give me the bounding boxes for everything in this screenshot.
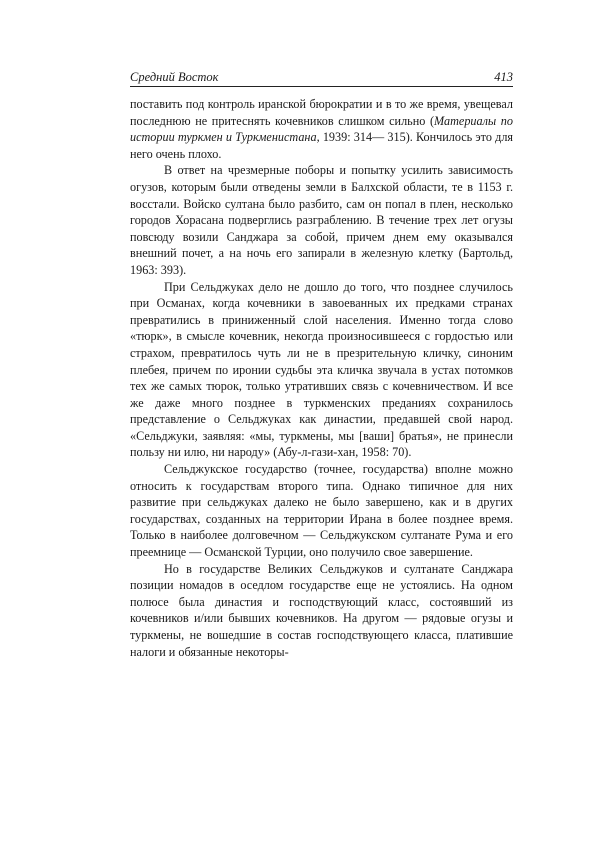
paragraph-1 [130, 96, 513, 162]
paragraph-1-end: 1939: 314— 315). Кончилось это для него очень плохо. [130, 130, 514, 161]
paragraph-4: Сельджукское государство (точнее, государства) вполне можно относить к государствам второго типа. Однако типичное для них развитие при сельджуках далеко не было завершено, как и в других государствах, созданных на территории Ирана в более позднее время. Только в наиболее долговечном — Сельджукском султанате Рума и его преемнице — Османской Турции, оно получило свое завершение. [130, 462, 513, 560]
running-header-title: Средний Восток [130, 70, 219, 84]
page-number: 413 [494, 70, 513, 84]
paragraph-2: В ответ на чрезмерные поборы и попытку усилить зависимость огузов, которым были отведены земли в Балхской области, те в 1153 г. восстали. Войско султана было разбито, сам он попал в плен, несколько городов Хорасана подверглись разграблению. В течение трех лет огузы повсюду возили Санджара за собой, причем днем ему оказывался внешний почет, а на ночь его запирали в железную клетку (Бартольд, 1963: 393). [130, 163, 513, 277]
paragraph-3: При Сельджуках дело не дошло до того, что позднее случилось при Османах, когда кочевники в завоеванных их предками странах превратились в приниженный слой населения. Именно тогда слово «тюрк», в смысле кочевник, некогда произносившееся с гордостью или страхом, превратилось чуть ли не в презрительную кличку, синоним плебея, причем по иронии судьбы эта кличка звучала в устах потомков тех же самых тюрок, только утративших связь с кочевничеством. И все же даже много позднее в туркменских преданиях сохранилось представление о Сельджуках как династии, предавшей свой народ. «Сельджуки, заявляя: «мы, туркмены, мы [ваши] братья», не принесли пользу ни илю, ни народу» (Абу-л-гази-хан, 1958: 70). [130, 279, 513, 460]
page-body [130, 96, 513, 660]
citation-title: Материалы по истории туркмен и Туркменистана, [130, 113, 513, 145]
paragraph-5: Но в государстве Великих Сельджуков и султанате Санджара позиции номадов в оседлом государстве еще не устоялись. На одном полюсе была династия и господствующий класс, состоявший из кочевников и/или бывших кочевников. На другом — рядовые огузы и туркмены, не вошедшие в состав господствующего класса, платившие налоги и обязанные некоторы- [130, 561, 513, 659]
running-header [130, 70, 513, 87]
paragraph-1-start: поставить под контроль иранской бюрократии и в то же время, увещевал последнюю не притеснять кочевников слишком сильно ( [130, 97, 513, 128]
